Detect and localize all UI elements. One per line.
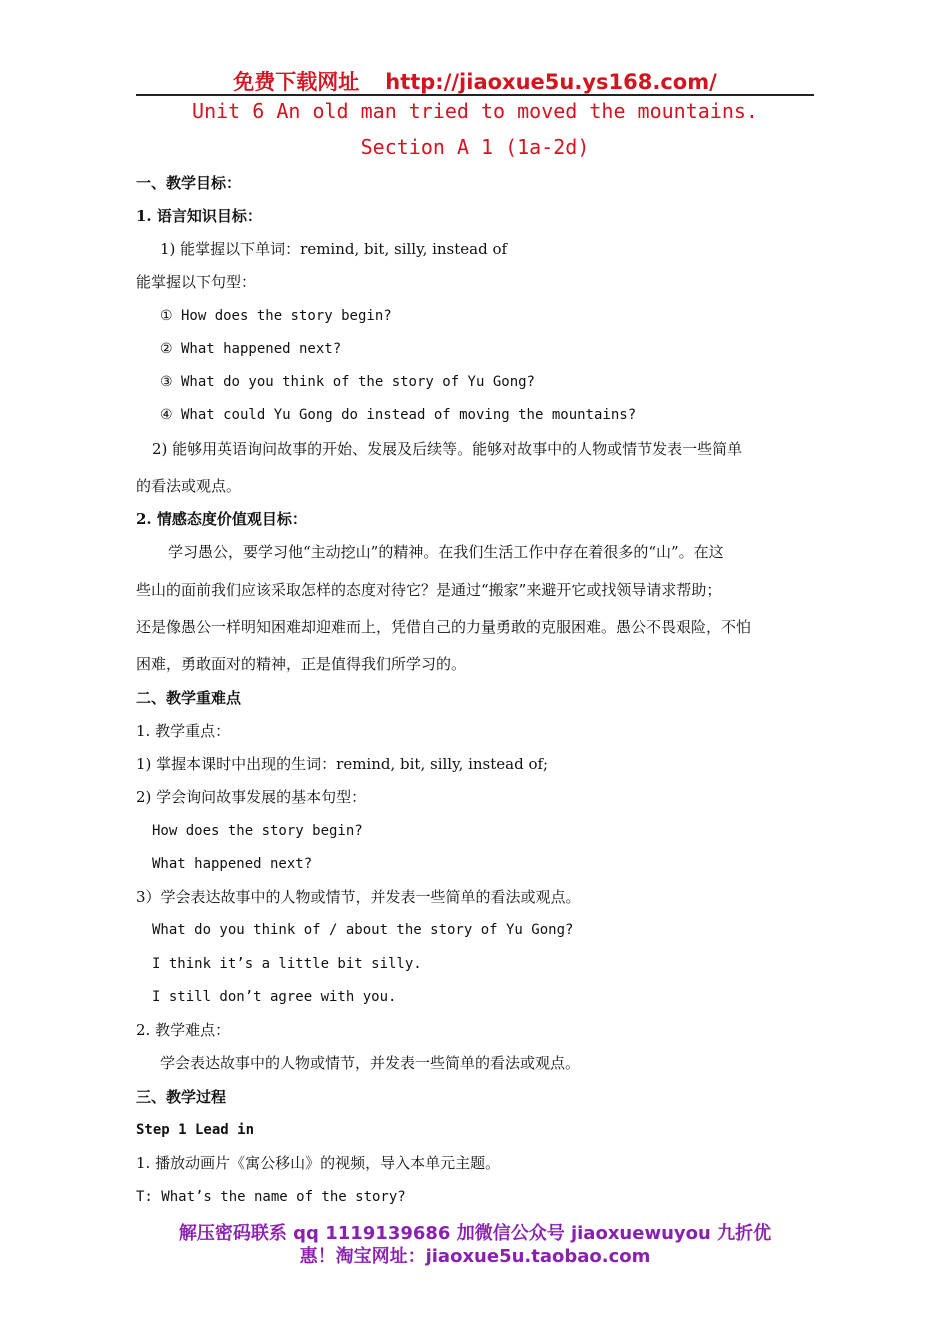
- key-point-example: I think it’s a little bit silly.: [152, 956, 422, 972]
- key-points-label: 1. 教学重点：: [136, 722, 231, 740]
- values-paragraph-line: 些山的面前我们应该采取怎样的态度对待它？是通过“搬家”来避开它或找领导请求帮助；: [136, 581, 722, 599]
- section-heading-procedure: 三、教学过程: [136, 1088, 227, 1106]
- key-point-item: 3）学会表达故事中的人物或情节，并发表一些简单的看法或观点。: [136, 888, 581, 906]
- header-site-url[interactable]: http://jiaoxue5u.ys168.com/: [385, 70, 717, 94]
- sentence-pattern-item: ② What happened next?: [160, 341, 342, 357]
- section-heading-objectives: 一、教学目标：: [136, 174, 242, 192]
- sentence-pattern-item: ③ What do you think of the story of Yu Gong?: [160, 374, 535, 390]
- header-divider: [136, 94, 814, 96]
- footer-contact-line: 解压密码联系 qq 1119139686 加微信公众号 jiaoxuewuyou 九折优: [178, 1223, 772, 1244]
- difficult-point-item: 学会表达故事中的人物或情节，并发表一些简单的看法或观点。: [160, 1054, 581, 1072]
- key-point-example: I still don’t agree with you.: [152, 989, 397, 1005]
- values-paragraph-line: 学习愚公，要学习他“主动挖山”的精神。在我们生活工作中存在着很多的“山”。在这: [168, 543, 724, 561]
- procedure-item: 1. 播放动画片《寓公移山》的视频，导入本单元主题。: [136, 1154, 501, 1172]
- key-point-example: What happened next?: [152, 856, 313, 872]
- document-title: Unit 6 An old man tried to moved the mountains.: [192, 99, 758, 123]
- values-paragraph-line: 还是像愚公一样明知困难却迎难而上，凭借自己的力量勇敢的克服困难。愚公不畏艰险，不怕: [136, 618, 752, 636]
- ability-goal-line-cont: 的看法或观点。: [136, 477, 242, 495]
- footer-shop-line: 惠！淘宝网址：jiaoxue5u.taobao.com: [299, 1246, 651, 1267]
- header-download-link[interactable]: [0, 66, 950, 96]
- subheading-language-goals: 1. 语言知识目标：: [136, 207, 262, 225]
- key-point-item: 2) 学会询问故事发展的基本句型：: [136, 788, 367, 806]
- key-point-example: What do you think of / about the story of Yu Gong?: [152, 922, 574, 938]
- key-point-item: 1) 掌握本课时中出现的生词：remind, bit, silly, instead of;: [136, 755, 549, 773]
- sentence-pattern-item: ④ What could Yu Gong do instead of moving the mountains?: [160, 407, 637, 423]
- section-heading-key-points: 二、教学重难点: [136, 689, 242, 707]
- difficult-points-label: 2. 教学难点：: [136, 1021, 231, 1039]
- document-subtitle: Section A 1 (1a-2d): [360, 135, 590, 159]
- subheading-values-goals: 2. 情感态度价值观目标：: [136, 510, 307, 528]
- header-site-name: 免费下载网址: [233, 70, 360, 94]
- values-paragraph-line: 困难，勇敢面对的精神，正是值得我们所学习的。: [136, 655, 467, 673]
- sentence-pattern-item: ① How does the story begin?: [160, 308, 392, 324]
- step-heading: Step 1 Lead in: [136, 1122, 255, 1138]
- vocab-goal-line: 1) 能掌握以下单词：remind, bit, silly, instead of: [160, 240, 508, 258]
- sentence-pattern-label: 能掌握以下句型：: [136, 273, 257, 291]
- key-point-example: How does the story begin?: [152, 823, 363, 839]
- procedure-dialogue: T: What’s the name of the story?: [136, 1189, 406, 1205]
- ability-goal-line: 2) 能够用英语询问故事的开始、发展及后续等。能够对故事中的人物或情节发表一些简单: [152, 440, 743, 458]
